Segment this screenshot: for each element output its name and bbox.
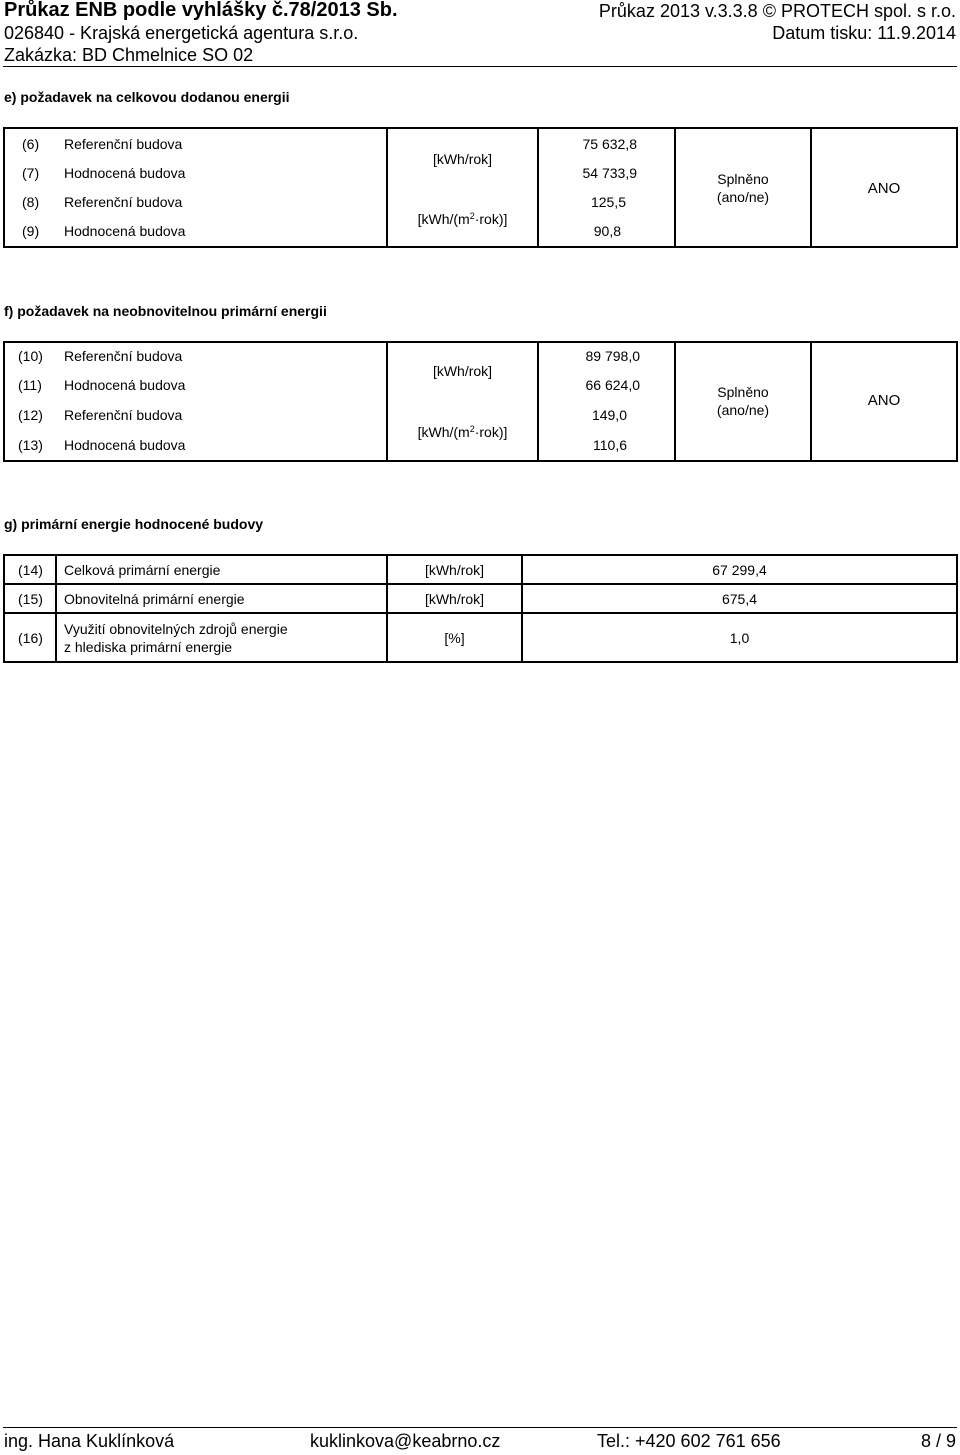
footer-divider <box>3 1427 957 1428</box>
page-number: 8 / 9 <box>920 1431 956 1451</box>
row-label-continued: z hlediska primární energie <box>64 639 233 655</box>
row-value: 1,0 <box>729 630 750 646</box>
row-label: Referenční budova <box>64 407 183 423</box>
row-label: Referenční budova <box>64 194 183 210</box>
table-divider <box>55 554 57 663</box>
row-label: Celková primární energie <box>64 562 221 578</box>
row-unit: [kWh/rok] <box>424 591 485 607</box>
row-number: (10) <box>18 348 43 364</box>
row-label: Hodnocená budova <box>64 377 186 393</box>
section-e-title: e) požadavek na celkovou dodanou energii <box>4 89 290 105</box>
row-unit: [kWh/rok] <box>424 562 485 578</box>
unit-kwh-m2-rok: $[kWh/(m^2\cdot rok)]$ <box>417 424 508 440</box>
row-value: 149,0 <box>591 407 627 423</box>
row-number: (14) <box>18 562 43 578</box>
row-label: Referenční budova <box>64 136 183 152</box>
row-number: (12) <box>18 407 43 423</box>
row-value: 75 632,8 <box>582 136 637 152</box>
fulfilled-label: Splněno <box>717 384 769 400</box>
row-number: (6) <box>22 136 40 152</box>
row-value: 90,8 <box>593 223 621 239</box>
row-number: (13) <box>18 437 43 453</box>
result-value: ANO <box>867 392 901 409</box>
result-value: ANO <box>867 180 901 197</box>
row-unit: [%] <box>444 630 465 646</box>
table-divider <box>386 341 388 462</box>
row-value: 66 624,0 <box>585 377 640 393</box>
unit-kwh-rok: [kWh/rok] <box>432 363 493 379</box>
footer-phone: Tel.: +420 602 761 656 <box>597 1431 781 1451</box>
software-version: Průkaz 2013 v.3.3.8 © PROTECH spol. s r.o. <box>598 1 956 21</box>
row-number: (7) <box>22 165 40 181</box>
company-name: 026840 - Krajská energetická agentura s.r.o. <box>4 23 359 43</box>
row-number: (15) <box>18 591 43 607</box>
fulfilled-hint: (ano/ne) <box>716 189 770 205</box>
row-label: Hodnocená budova <box>64 165 186 181</box>
row-value: 54 733,9 <box>582 165 637 181</box>
row-number: (11) <box>18 377 42 393</box>
table-divider <box>386 127 388 248</box>
order-name: Zakázka: BD Chmelnice SO 02 <box>4 45 254 65</box>
row-value: 89 798,0 <box>585 348 640 364</box>
unit-kwh-rok: [kWh/rok] <box>432 151 493 167</box>
table-row-divider <box>3 612 958 614</box>
row-value: 110,6 <box>593 437 627 453</box>
row-label: Obnovitelná primární energie <box>64 591 245 607</box>
unit-kwh-m2-rok: $[kWh/(m^2\cdot rok)]$ <box>417 211 508 227</box>
section-f-title: f) požadavek na neobnovitelnou primární energii <box>4 303 327 319</box>
row-value: 67 299,4 <box>712 562 767 578</box>
row-value: 675,4 <box>721 591 758 607</box>
row-number: (9) <box>22 223 40 239</box>
document-title: Průkaz ENB podle vyhlášky č.78/2013 Sb. <box>4 0 398 21</box>
section-g-title: g) primární energie hodnocené budovy <box>4 516 264 532</box>
fulfilled-hint: (ano/ne) <box>716 402 770 418</box>
table-divider <box>537 127 539 248</box>
table-row-divider <box>3 583 958 585</box>
row-label: Referenční budova <box>64 348 183 364</box>
row-number: (8) <box>22 194 40 210</box>
table-divider <box>537 341 539 462</box>
row-number: (16) <box>18 630 43 646</box>
print-date: Datum tisku: 11.9.2014 <box>772 23 956 43</box>
row-label: Hodnocená budova <box>64 437 186 453</box>
fulfilled-label: Splněno <box>717 171 769 187</box>
footer-email: kuklinkova@keabrno.cz <box>310 1431 501 1451</box>
row-value: 125,5 <box>590 194 626 210</box>
row-label: Využití obnovitelných zdrojů energie <box>64 621 288 637</box>
header-divider <box>3 66 957 67</box>
footer-author: ing. Hana Kuklínková <box>4 1431 175 1451</box>
row-label: Hodnocená budova <box>64 223 186 239</box>
